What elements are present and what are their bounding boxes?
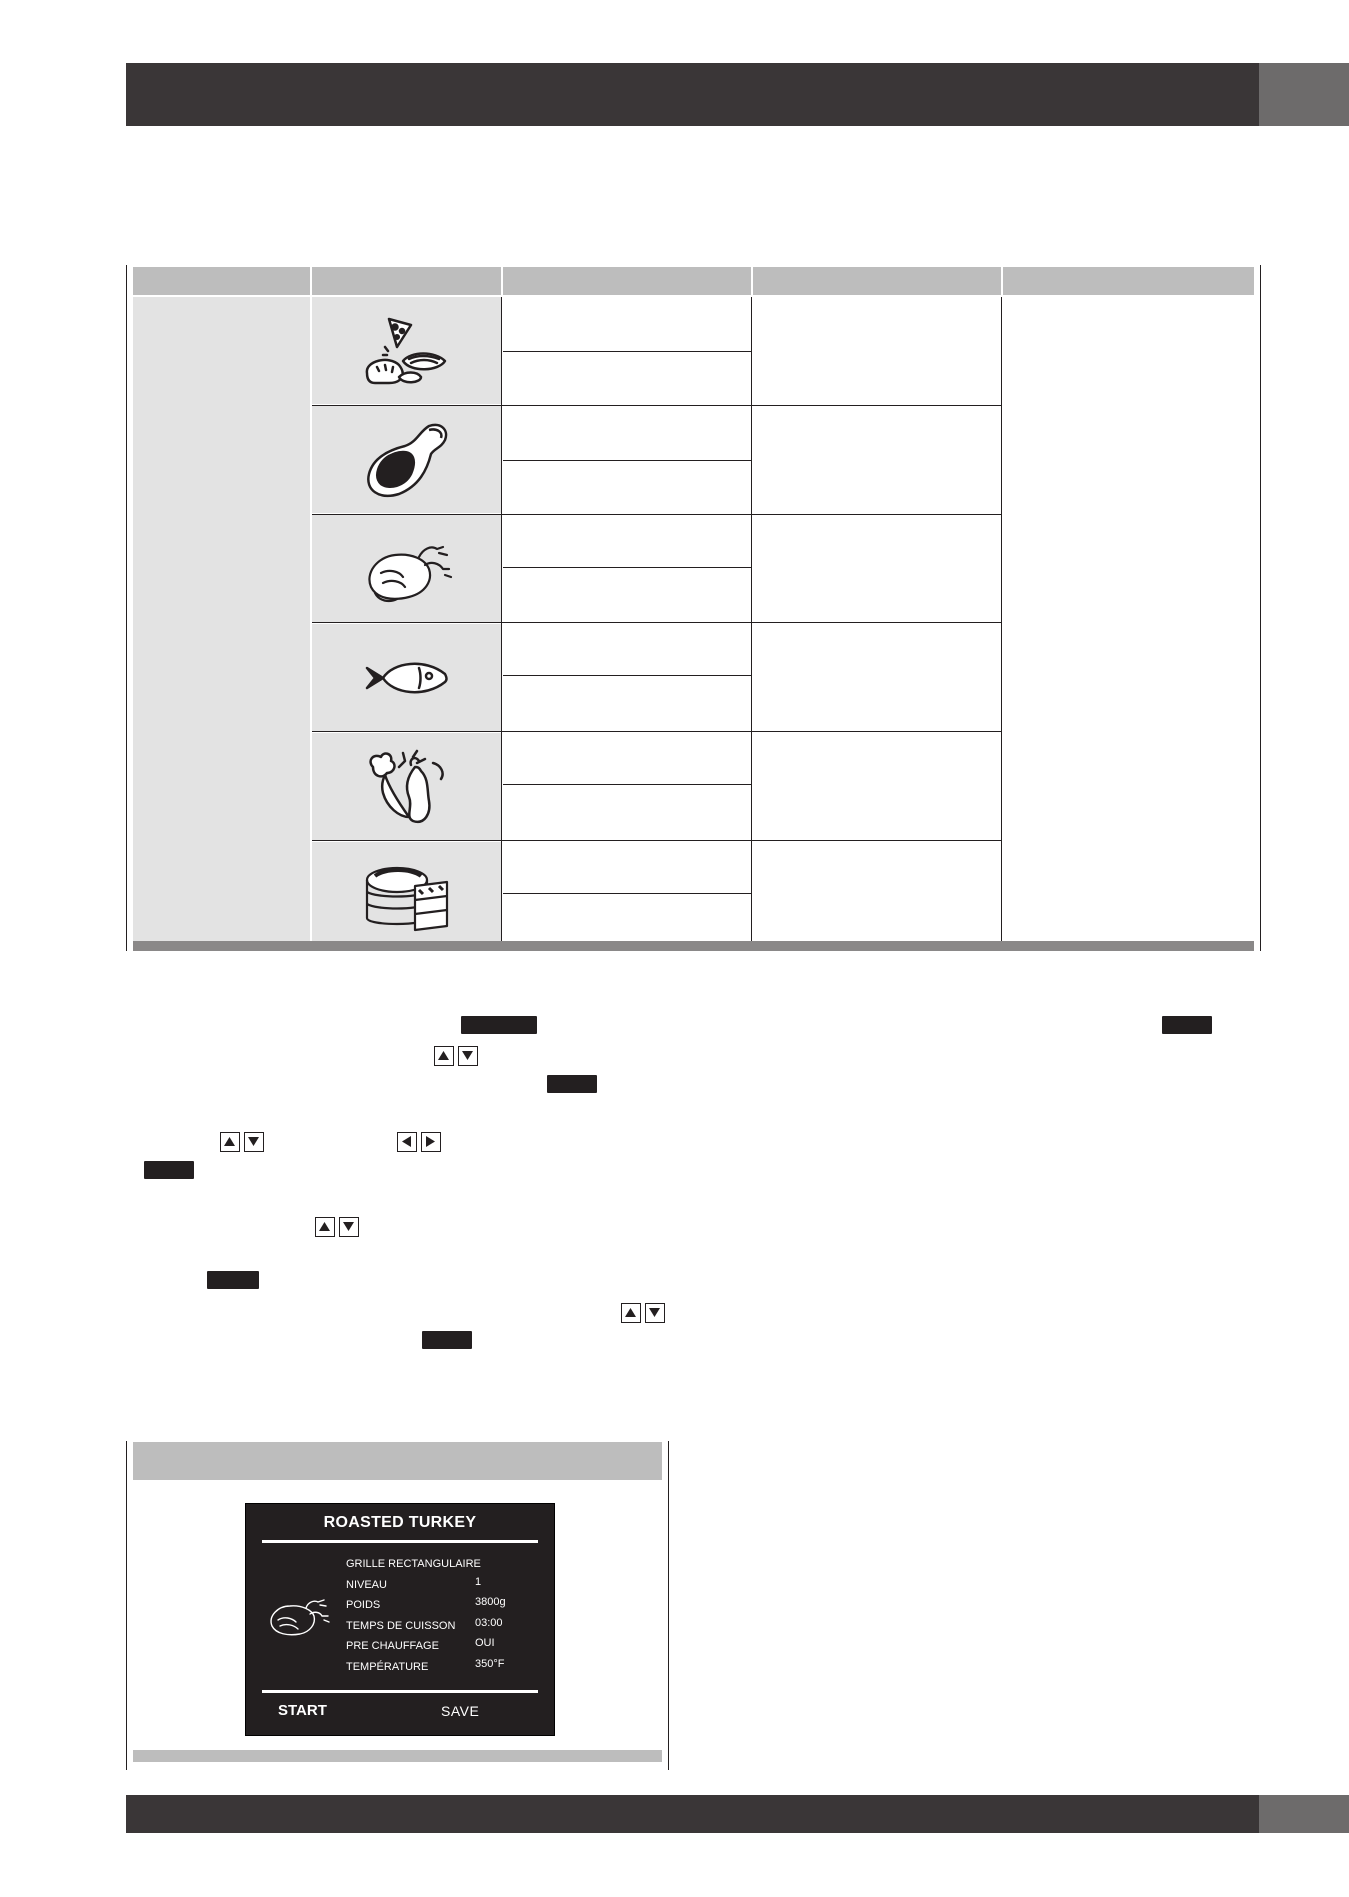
- param-value: 1: [475, 1575, 482, 1588]
- param-row: [346, 1616, 546, 1641]
- fish-icon: [359, 638, 455, 718]
- header-page-tab: [1259, 63, 1349, 126]
- food-category-vegetables: [312, 733, 501, 840]
- cake-icon: [359, 856, 455, 936]
- param-row: [346, 1558, 546, 1579]
- down-arrow-key-icon: [645, 1303, 665, 1323]
- recipe-params: [346, 1558, 546, 1681]
- food-category-dessert: [312, 842, 501, 949]
- table-header-cell: [312, 267, 501, 295]
- up-arrow-key-icon: [434, 1046, 454, 1066]
- down-arrow-key-icon: [458, 1046, 478, 1066]
- up-arrow-key-icon: [621, 1303, 641, 1323]
- param-row: [346, 1657, 546, 1682]
- param-row: [346, 1596, 546, 1620]
- screen-panel-footer: [133, 1750, 662, 1762]
- footer-bar: [126, 1795, 1349, 1833]
- pizza-bread-icon: [359, 311, 455, 391]
- screen-panel-header: [133, 1442, 662, 1480]
- vegetables-icon: [359, 747, 455, 827]
- up-arrow-key-icon: [315, 1217, 335, 1237]
- step-1-key: [461, 1016, 537, 1039]
- table-header-cell: [133, 267, 310, 295]
- step-7-ok-key: [422, 1331, 472, 1354]
- table-header-cell: [1003, 267, 1254, 295]
- step-4-ok-key: [144, 1161, 194, 1184]
- up-arrow-key-icon: [220, 1132, 240, 1152]
- step-2-arrows: [434, 1046, 482, 1066]
- step-1-ok-key: [1162, 1016, 1212, 1039]
- table-header-cell: [503, 267, 751, 295]
- footer-divider: [262, 1690, 538, 1693]
- steak-icon: [359, 420, 455, 500]
- down-arrow-key-icon: [339, 1217, 359, 1237]
- program-table: [126, 265, 1261, 951]
- chicken-icon: [359, 529, 455, 609]
- right-arrow-key-icon: [421, 1132, 441, 1152]
- param-label: TEMPS DE CUISSON: [346, 1619, 456, 1632]
- param-value: 3800g: [475, 1596, 506, 1608]
- param-value: OUI: [475, 1637, 495, 1649]
- start-button[interactable]: START: [278, 1702, 327, 1719]
- food-category-fish: [312, 624, 501, 731]
- recipe-title: ROASTED TURKEY: [323, 1514, 477, 1531]
- step-7-arrows: [621, 1303, 669, 1323]
- oven-display: [245, 1503, 555, 1736]
- param-label: TEMPÉRATURE: [346, 1660, 429, 1673]
- down-arrow-key-icon: [244, 1132, 264, 1152]
- param-label: POIDS: [346, 1599, 381, 1611]
- step-6-ok-key: [207, 1271, 259, 1294]
- table-bottom-rule: [133, 941, 1254, 951]
- step-4-updown-arrows: [220, 1132, 268, 1152]
- left-arrow-key-icon: [397, 1132, 417, 1152]
- save-button[interactable]: SAVE: [441, 1703, 480, 1719]
- step-5-arrows: [315, 1217, 363, 1237]
- step-3-ok-key: [547, 1075, 597, 1098]
- param-row: [346, 1637, 546, 1661]
- food-category-pizza: [312, 297, 501, 404]
- table-category-cell: [133, 297, 310, 941]
- param-label: GRILLE RECTANGULAIRE: [346, 1558, 481, 1570]
- chicken-icon: [268, 1596, 330, 1638]
- header-bar: [126, 63, 1349, 126]
- footer-page-tab: [1259, 1795, 1349, 1833]
- screen-panel: [126, 1441, 669, 1770]
- food-category-meat: [312, 406, 501, 513]
- param-value: 03:00: [475, 1616, 503, 1629]
- table-header-cell: [753, 267, 1001, 295]
- param-value: 350°F: [475, 1657, 505, 1670]
- step-4-leftright-arrows: [397, 1132, 445, 1152]
- param-label: PRE CHAUFFAGE: [346, 1640, 439, 1652]
- food-category-poultry: [312, 515, 501, 622]
- param-row: [346, 1575, 546, 1600]
- param-label: NIVEAU: [346, 1578, 387, 1591]
- title-divider: [262, 1540, 538, 1543]
